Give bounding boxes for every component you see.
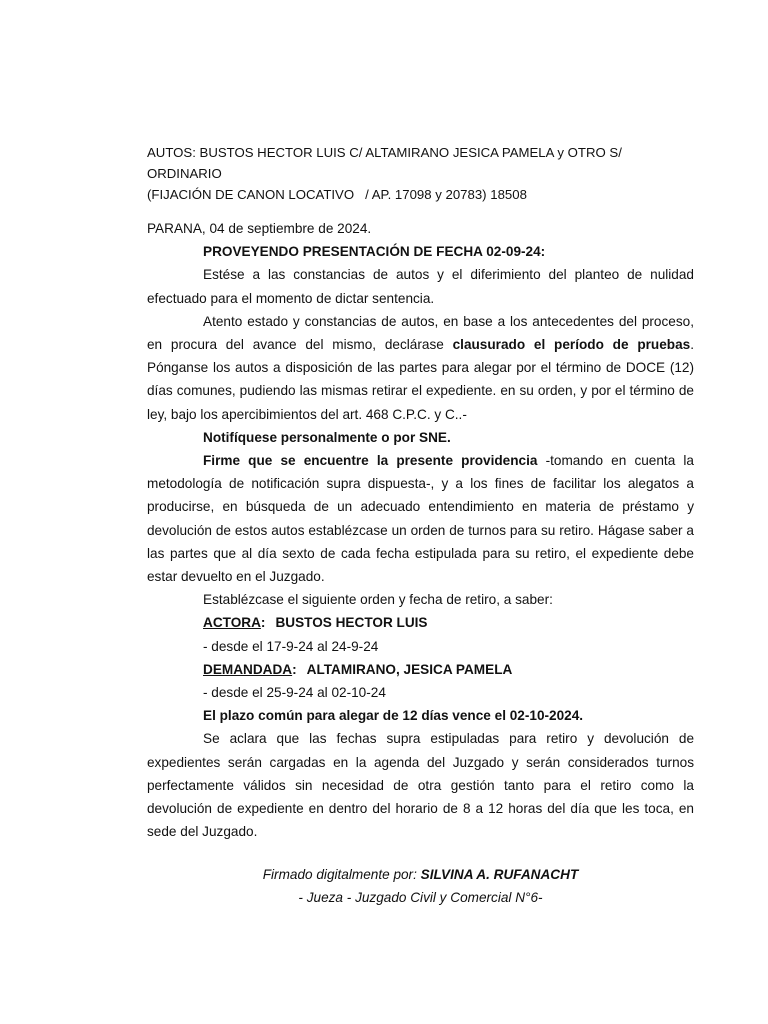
signature-name: SILVINA A. RUFANACHT xyxy=(420,867,579,882)
signature-prefix: Firmado digitalmente por: xyxy=(262,867,421,882)
paragraph-4: Establézcase el siguiente orden y fecha de retiro, a saber: xyxy=(203,592,553,608)
demandada-name: ALTAMIRANO, JESICA PAMELA xyxy=(306,661,513,677)
plazo-text: El plazo común para alegar de 12 días vence el 02-10-2024. xyxy=(203,708,584,724)
actora-colon: : xyxy=(260,615,266,631)
actora-dates: - desde el 17-9-24 al 24-9-24 xyxy=(203,638,379,654)
case-title-line-2: (FIJACIÓN DE CANON LOCATIVO / AP. 17098 y 20783) 18508 xyxy=(147,187,527,202)
document-date: PARANA, 04 de septiembre de 2024. xyxy=(147,221,372,236)
actora-name: BUSTOS HECTOR LUIS xyxy=(275,615,428,631)
demandada-colon: : xyxy=(292,661,297,677)
paragraph-3-rest: -tomando en cuenta la metodología de notificación supra dispuesta-, y a los fines de facilitar los alegatos a producirse, en búsqueda de un adecuado entendimiento en materia de préstamo y devolución de estos autos establézcase un orden de turnos para su retiro. Hágase saber a las partes que al día sexto de cada fecha estipulada para su retiro, el expediente debe estar devuelto en el Juzgado. xyxy=(147,453,694,585)
signature-line xyxy=(147,863,694,886)
case-title-line-1: AUTOS: BUSTOS HECTOR LUIS C/ ALTAMIRANO JESICA PAMELA y OTRO S/ ORDINARIO xyxy=(147,145,622,181)
notification-line xyxy=(147,426,694,449)
demandada-label: DEMANDADA xyxy=(203,661,293,677)
actora-line xyxy=(147,611,694,634)
demandada-dates: - desde el 25-9-24 al 02-10-24 xyxy=(203,685,386,701)
document-body xyxy=(147,142,694,843)
paragraph-2-part-a: Atento estado y constancias de autos, en base a los antecedentes del proceso, en procura del avance del mismo, declárase xyxy=(147,313,694,353)
paragraph-3-bold: Firme que se encuentre la presente providencia xyxy=(203,453,538,469)
demandada-line xyxy=(147,658,694,681)
paragraph-5: Se aclara que las fechas supra estipuladas para retiro y devolución de expedientes serán cargadas en la agenda del Juzgado y serán considerados turnos perfectamente válidos sin necesidad de otra gestión tanto para el retiro como la devolución de expediente en dentro del horario de 8 a 12 horas del día que les toca, en sede del Juzgado. xyxy=(147,731,694,840)
section-heading xyxy=(147,240,694,263)
notification-text: Notifíquese personalmente o por SNE. xyxy=(203,429,451,445)
paragraph-3 xyxy=(147,449,694,588)
signature-role: - Jueza - Juzgado Civil y Comercial N°6- xyxy=(298,890,543,905)
actora-label: ACTORA xyxy=(203,615,261,631)
paragraph-2-part-c: . Pónganse los autos a disposición de las partes para alegar por el término de DOCE (12) días comunes, pudiendo las mismas retirar el expediente. en su orden, y por el término de ley, bajo los apercibimientos del art. 468 C.P.C. y C..- xyxy=(147,337,694,422)
paragraph-1: Estése a las constancias de autos y el diferimiento del planteo de nulidad efectuado para el momento de dictar sentencia. xyxy=(147,267,694,306)
paragraph-2-bold: clausurado el período de pruebas xyxy=(452,337,691,353)
section-heading-text: PROVEYENDO PRESENTACIÓN DE FECHA 02-09-24: xyxy=(203,244,546,260)
plazo-line xyxy=(147,704,694,727)
paragraph-2 xyxy=(147,310,694,426)
